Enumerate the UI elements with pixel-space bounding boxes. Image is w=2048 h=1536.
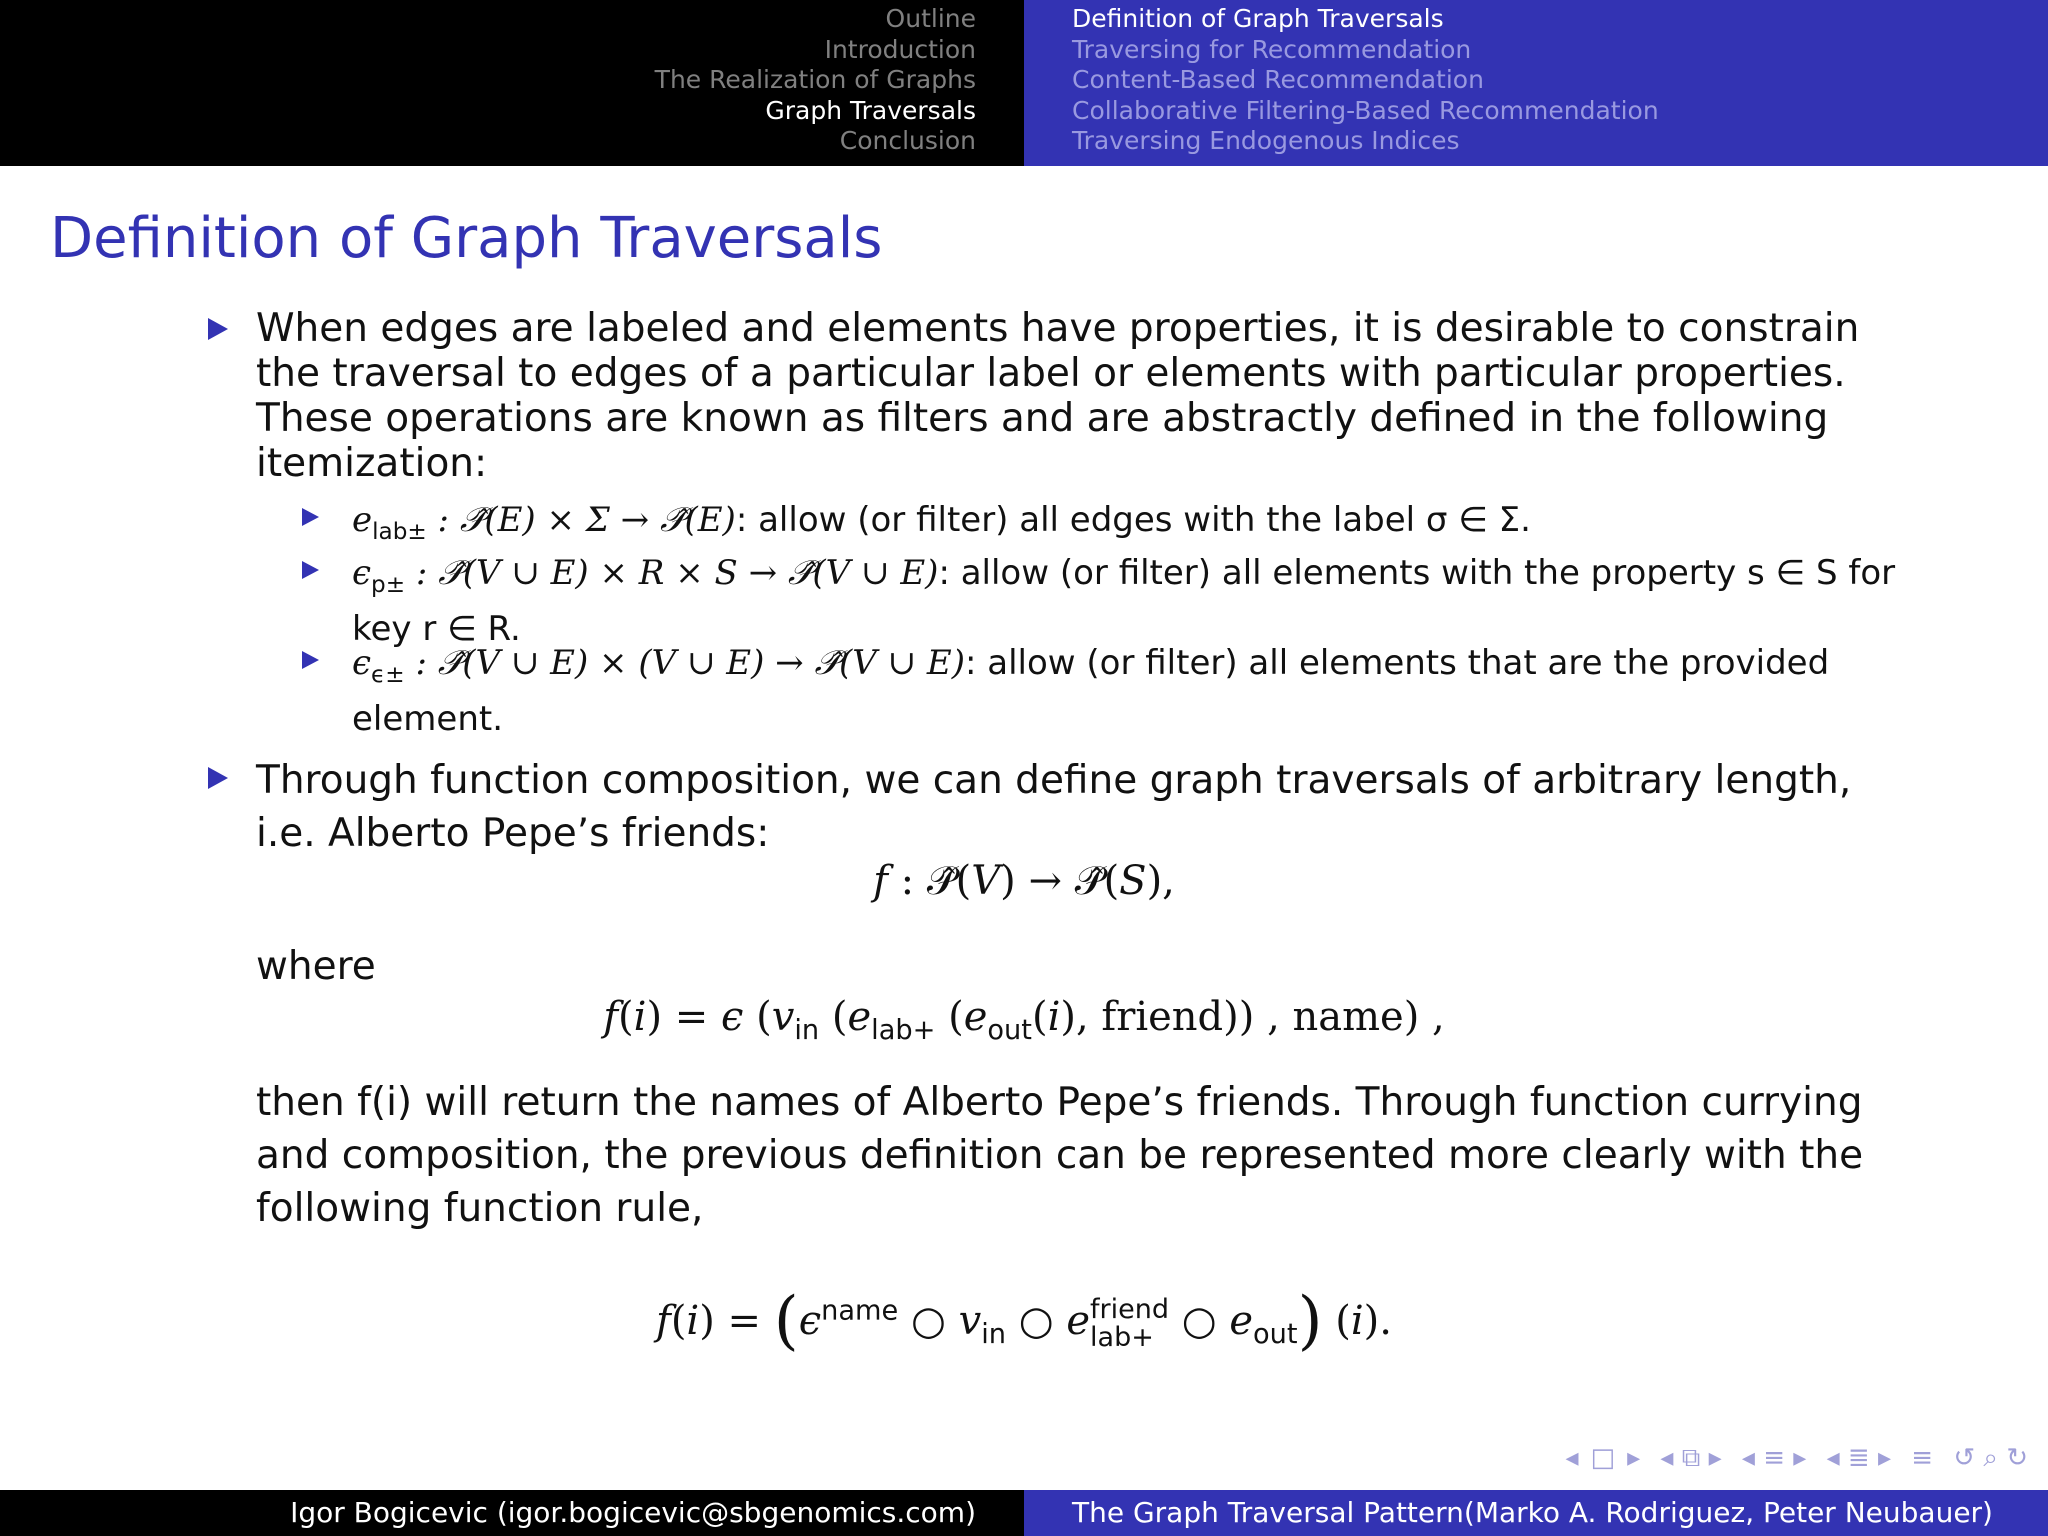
nav-subsection-definition[interactable]: Definition of Graph Traversals [1072, 4, 1444, 33]
sub-bullet-marker [302, 561, 319, 579]
equation-definition: f(i) = ϵ ($v_{in}$ ($e_{lab+}$ ($e_{out}(i)$, friend)) , name) , [603, 994, 1445, 1046]
nav-subsection-traversing-recommendation[interactable]: Traversing for Recommendation [1072, 34, 1472, 64]
bullet-marker [208, 318, 228, 340]
nav-subsection-collaborative[interactable]: Collaborative Filtering-Based Recommendation [1072, 95, 1659, 125]
bullet-marker [208, 767, 228, 789]
nav-section-graph-traversals[interactable]: Graph Traversals [765, 95, 976, 125]
footer-author: Igor Bogicevic (igor.bogicevic@sbgenomics.com) [0, 1490, 1024, 1536]
nav-section-icon[interactable]: ◂ ≡ ▸ [1741, 1443, 1807, 1473]
header-bar [0, 0, 2048, 166]
property-filter-desc: : allow (or filter) all elements with the property s ∈ S for key r ∈ R. [352, 553, 1896, 649]
slide-title: Definition of Graph Traversals [50, 206, 883, 271]
sub-bullet-property-filter [352, 551, 1912, 651]
sub-bullet-edge-label-filter [352, 498, 1912, 554]
nav-frame-prev-icon[interactable]: ◂ [1565, 1443, 1579, 1473]
nav-subsection-content-based[interactable]: Content-Based Recommendation [1072, 65, 1484, 95]
element-filter-desc: : allow (or filter) all elements that are the provided element. [352, 643, 1830, 739]
nav-section-outline[interactable]: Outline [885, 4, 976, 33]
edge-label-filter-desc: : allow (or filter) all edges with the label σ ∈ Σ. [735, 500, 1531, 540]
nav-subsection-list-icon[interactable]: ◂ ≣ ▸ [1826, 1443, 1891, 1473]
sub-bullet-marker [302, 508, 319, 526]
bullet-text-composition: Through function composition, we can define graph traversals of arbitrary length, i.e. Alberto Pepe’s friends: [256, 758, 1852, 856]
footer-title: The Graph Traversal Pattern(Marko A. Rodriguez, Peter Neubauer) [1024, 1490, 2048, 1536]
nav-frame-next-icon[interactable]: ▸ [1627, 1443, 1641, 1473]
section-nav [0, 0, 1024, 166]
edge-label-filter-formula: $e_{lab\pm}$ : 𝒫̂(E) × Σ → 𝒫̂(E) [352, 500, 736, 545]
equation-function-rule: $f(i) = (\epsilon^{name}$ ○ $v_{in}$ ○ efriend lab+ ○ $e_{out}$) (i). [656, 1284, 1392, 1358]
bullet-text-filters: When edges are labeled and elements have properties, it is desirable to constrain the traversal to edges of a particular label or elements with particular properties. These operations are known as filters and are abstractly defined in the following itemization: [256, 306, 1860, 486]
nav-subsection-endogenous[interactable]: Traversing Endogenous Indices [1072, 126, 1460, 156]
sub-bullet-element-filter [352, 641, 1912, 741]
where-label: where [256, 944, 376, 989]
nav-section-introduction[interactable]: Introduction [824, 34, 976, 64]
beamer-navigation [1553, 1443, 2028, 1474]
equation-signature: f : 𝒫̂(V) → 𝒫̂(S), [873, 858, 1175, 904]
element-filter-formula: $\epsilon_{\epsilon\pm}$ : 𝒫̂(V ∪ E) × (V ∪ E) → 𝒫̂(V ∪ E) [352, 643, 965, 688]
nav-section-conclusion[interactable]: Conclusion [839, 126, 976, 156]
nav-frame-icon[interactable]: □ [1590, 1443, 1616, 1473]
property-filter-formula: $\epsilon_{p\pm}$ : 𝒫̂(V ∪ E) × R × S → 𝒫̂(V ∪ E) [352, 553, 939, 598]
footer-bar [0, 1490, 2048, 1536]
nav-section-realization[interactable]: The Realization of Graphs [654, 65, 976, 95]
nav-align-icon[interactable]: ≡ [1911, 1443, 1934, 1473]
sub-bullet-marker [302, 651, 319, 669]
subsection-nav [1024, 0, 2048, 166]
nav-search-icon[interactable]: ↺ ⌕ ↻ [1953, 1443, 2028, 1473]
closing-paragraph: then f(i) will return the names of Alberto Pepe’s friends. Through function currying and composition, the previous definition can be represented more clearly with the following function rule, [256, 1080, 1864, 1231]
nav-subsection-icon[interactable]: ◂ ⧉ ▸ [1660, 1443, 1722, 1473]
